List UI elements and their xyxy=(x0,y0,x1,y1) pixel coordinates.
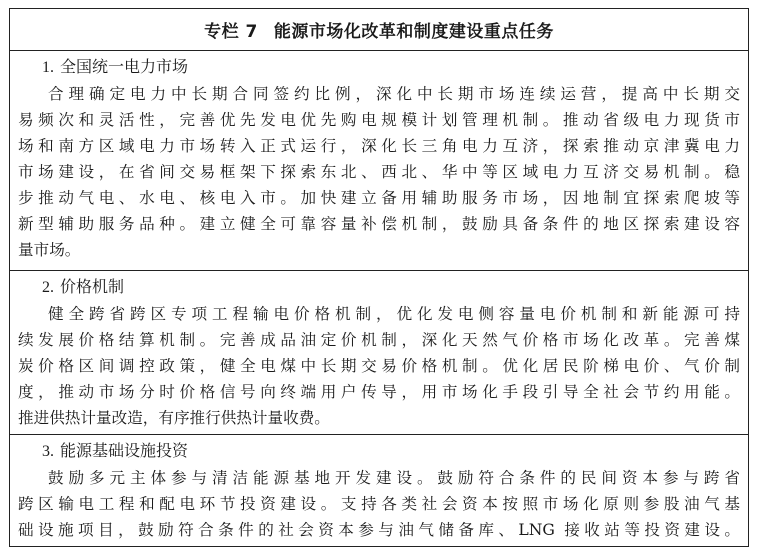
section-title: 能源基础设施投资 xyxy=(60,441,189,460)
body-line: 健全跨省跨区专项工程输电价格机制，优化发电侧容量电价机制和新能源可持 xyxy=(48,305,740,323)
section-price-mechanism xyxy=(10,271,748,435)
body-line: 步推动气电、水电、核电入市。加快建立备用辅助服务市场，因地制宜探索爬坡等 xyxy=(18,189,740,207)
body-line: 市场建设，在省间交易框架下探索东北、西北、华中等区域电力互济交易机制。稳 xyxy=(18,163,740,181)
body-line: 易频次和灵活性，完善优先发电优先购电规模计划管理机制。推动省级电力现货市 xyxy=(18,111,740,129)
box-title xyxy=(10,9,748,51)
box-title-label: 专栏 7 xyxy=(204,22,258,42)
section-number: 3. xyxy=(42,443,54,460)
body-line: 鼓励多元主体参与清洁能源基地开发建设。鼓励符合条件的民间资本参与跨省 xyxy=(48,469,740,487)
body-line: 场和南方区域电力市场转入正式运行，深化长三角电力互济，探索推动京津冀电力 xyxy=(18,137,740,155)
policy-box xyxy=(9,8,749,547)
body-line: 础设施项目，鼓励符合条件的社会资本参与油气储备库、LNG 接收站等投资建设。 xyxy=(18,521,740,539)
section-title: 全国统一电力市场 xyxy=(60,57,189,76)
section-heading xyxy=(18,273,740,301)
box-title-text: 能源市场化改革和制度建设重点任务 xyxy=(273,22,554,42)
body-line: 合理确定电力中长期合同签约比例，深化中长期市场连续运营，提高中长期交 xyxy=(48,85,740,103)
section-heading xyxy=(18,437,740,465)
body-line: 炭价格区间调控政策，健全电煤中长期交易价格机制。优化居民阶梯电价、气价制 xyxy=(18,357,740,375)
body-line: 新型辅助服务品种。建立健全可靠容量补偿机制，鼓励具备条件的地区探索建设容 xyxy=(18,215,740,233)
body-line: 跨区输电工程和配电环节投资建设。支持各类社会资本按照市场化原则参股油气基 xyxy=(18,495,740,513)
body-line: 度，推动市场分时价格信号向终端用户传导，用市场化手段引导全社会节约用能。 xyxy=(18,383,740,401)
section-heading xyxy=(18,53,740,81)
section-electricity-market xyxy=(10,51,748,271)
section-number: 1. xyxy=(42,59,54,76)
section-title: 价格机制 xyxy=(60,277,125,296)
body-line: 推进供热计量改造，有序推行供热计量收费。 xyxy=(18,409,330,427)
body-line: 续发展价格结算机制。完善成品油定价机制，深化天然气价格市场化改革。完善煤 xyxy=(18,331,740,349)
section-number: 2. xyxy=(42,279,54,296)
body-line: 量市场。 xyxy=(18,241,81,259)
section-infrastructure-investment xyxy=(10,435,748,547)
